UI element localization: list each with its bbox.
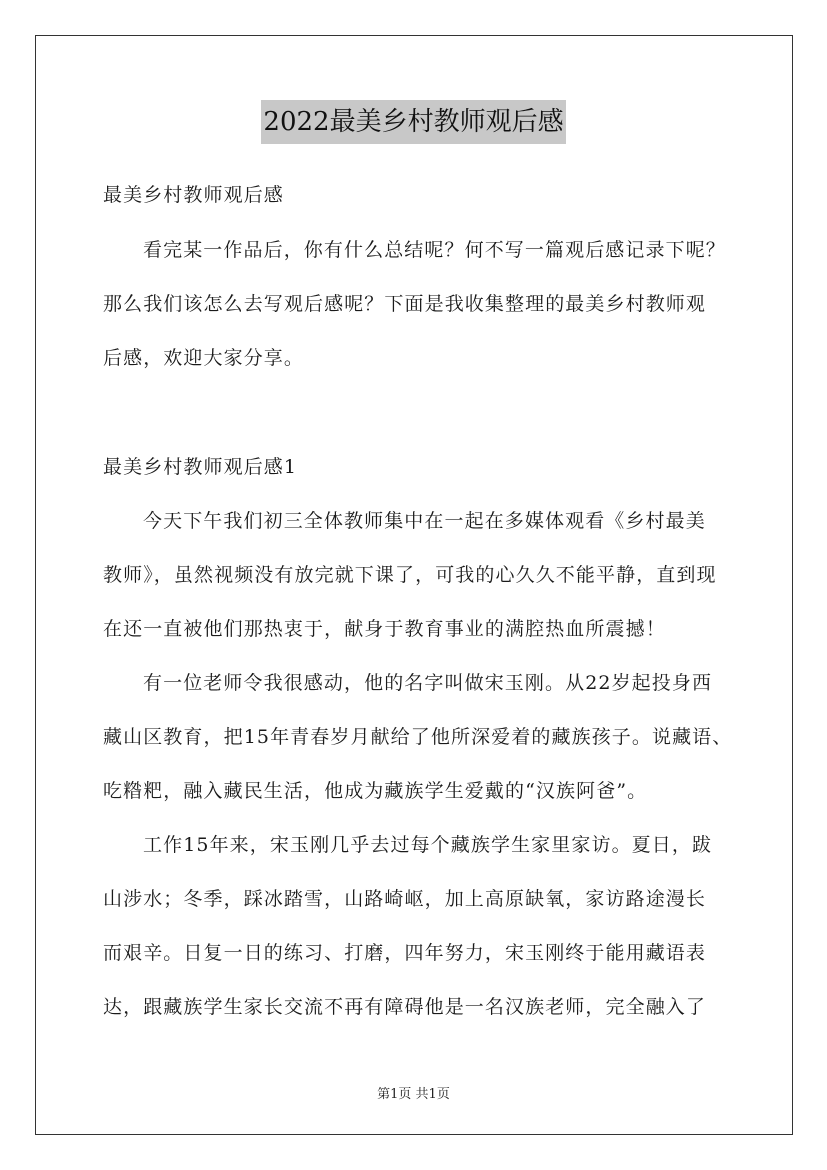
paragraph-line: 有一位老师令我很感动，他的名字叫做宋玉刚。从22岁起投身西: [143, 672, 713, 694]
paragraph-line: 看完某一作品后，你有什么总结呢？何不写一篇观后感记录下呢？: [143, 239, 726, 261]
page-footer: 第1页 共1页: [377, 1087, 450, 1102]
paragraph-line: 今天下午我们初三全体教师集中在一起在多媒体观看《乡村最美: [143, 510, 706, 532]
paragraph-line: 而艰辛。日复一日的练习、打磨，四年努力，宋玉刚终于能用藏语表: [103, 942, 707, 964]
paragraph-line: 达，跟藏族学生家长交流不再有障碍他是一名汉族老师，完全融入了: [103, 996, 707, 1018]
paragraph-line: 工作15年来，宋玉刚几乎去过每个藏族学生家里家访。夏日，跋: [143, 834, 713, 856]
paragraph-line: 教师》，虽然视频没有放完就下课了，可我的心久久不能平静，直到现: [103, 564, 717, 586]
title-wrap: [0, 100, 827, 144]
paragraph-line: 那么我们该怎么去写观后感呢？下面是我收集整理的最美乡村教师观: [103, 293, 707, 315]
paragraph-line: 吃糌粑，融入藏民生活，他成为藏族学生爱戴的“汉族阿爸”。: [103, 780, 648, 802]
section-heading-1: 最美乡村教师观后感1: [103, 456, 298, 478]
section-heading-intro: 最美乡村教师观后感: [103, 184, 284, 206]
document-title: 2022最美乡村教师观后感: [261, 100, 565, 144]
paragraph-line: 山涉水；冬季，踩冰踏雪，山路崎岖，加上高原缺氧，家访路途漫长: [103, 888, 707, 910]
paragraph-line: 藏山区教育，把15年青春岁月献给了他所深爱着的藏族孩子。说藏语、: [103, 726, 733, 748]
paragraph-line: 在还一直被他们那热衷于，献身于教育事业的满腔热血所震撼！: [103, 618, 666, 640]
paragraph-line: 后感，欢迎大家分享。: [103, 347, 305, 369]
